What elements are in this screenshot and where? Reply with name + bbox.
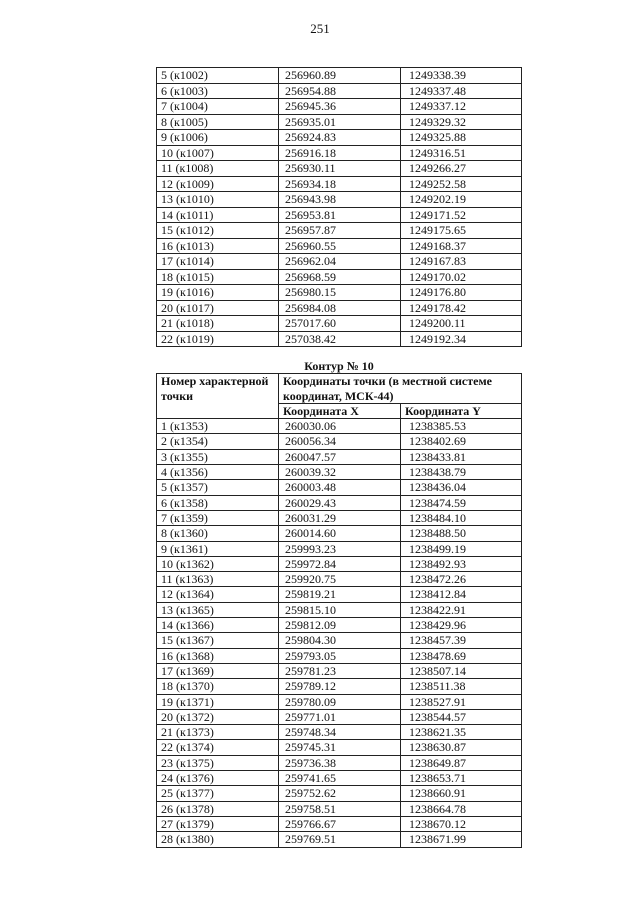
point-number-cell: 19 (к1371): [157, 694, 279, 709]
coordinate-x-cell: 256943.98: [279, 192, 401, 208]
coordinate-y-cell: 1238664.78: [401, 801, 522, 816]
point-number-cell: 15 (к1012): [157, 223, 279, 239]
coordinate-y-cell: 1238488.50: [401, 526, 522, 541]
coordinate-y-cell: 1249167.83: [401, 254, 522, 270]
point-number-cell: 8 (к1360): [157, 526, 279, 541]
table-row: [157, 480, 522, 495]
point-number-cell: 20 (к1017): [157, 300, 279, 316]
coordinate-x-cell: 259766.67: [279, 816, 401, 831]
point-number-cell: 10 (к1362): [157, 556, 279, 571]
coordinate-y-cell: 1238474.59: [401, 495, 522, 510]
point-number-cell: 5 (к1002): [157, 68, 279, 84]
coordinate-y-cell: 1238660.91: [401, 786, 522, 801]
coordinate-y-cell: 1249178.42: [401, 300, 522, 316]
coordinate-x-cell: 259769.51: [279, 832, 401, 847]
coordinate-x-cell: 256980.15: [279, 285, 401, 301]
point-number-cell: 3 (к1355): [157, 449, 279, 464]
coordinate-y-cell: 1238412.84: [401, 587, 522, 602]
table-row: [157, 316, 522, 332]
coordinate-y-cell: 1249325.88: [401, 130, 522, 146]
coordinate-x-cell: 259815.10: [279, 602, 401, 617]
header-row: [157, 374, 522, 404]
coordinate-y-cell: 1249176.80: [401, 285, 522, 301]
coordinate-x-cell: 259748.34: [279, 725, 401, 740]
point-number-cell: 24 (к1376): [157, 771, 279, 786]
coordinate-y-cell: 1238402.69: [401, 434, 522, 449]
table-row: [157, 300, 522, 316]
coordinate-x-cell: 256924.83: [279, 130, 401, 146]
coordinate-y-cell: 1238621.35: [401, 725, 522, 740]
point-number-cell: 4 (к1356): [157, 465, 279, 480]
coordinate-x-cell: 259745.31: [279, 740, 401, 755]
point-number-cell: 1 (к1353): [157, 419, 279, 434]
table-row: [157, 587, 522, 602]
coordinate-y-cell: 1238544.57: [401, 709, 522, 724]
coordinate-y-cell: 1238478.69: [401, 648, 522, 663]
coordinate-x-cell: 256935.01: [279, 114, 401, 130]
point-number-cell: 16 (к1013): [157, 238, 279, 254]
table-row: [157, 176, 522, 192]
coordinate-y-cell: 1249170.02: [401, 269, 522, 285]
coordinate-y-cell: 1238457.39: [401, 633, 522, 648]
table-row: [157, 465, 522, 480]
coordinate-y-cell: 1238671.99: [401, 832, 522, 847]
coordinate-x-cell: 259812.09: [279, 618, 401, 633]
coordinate-y-cell: 1249175.65: [401, 223, 522, 239]
table-row: [157, 68, 522, 84]
point-number-cell: 7 (к1004): [157, 99, 279, 115]
coordinate-x-cell: 256984.08: [279, 300, 401, 316]
point-number-cell: 17 (к1369): [157, 663, 279, 678]
coordinate-x-cell: 260031.29: [279, 510, 401, 525]
coordinate-y-cell: 1238422.91: [401, 602, 522, 617]
point-number-cell: 20 (к1372): [157, 709, 279, 724]
coordinate-y-cell: 1249337.48: [401, 83, 522, 99]
table-row: [157, 740, 522, 755]
coordinate-y-cell: 1249200.11: [401, 316, 522, 332]
table-row: [157, 816, 522, 831]
table-row: [157, 161, 522, 177]
coordinate-y-cell: 1238527.91: [401, 694, 522, 709]
coordinate-x-cell: 259741.65: [279, 771, 401, 786]
coordinate-y-cell: 1249316.51: [401, 145, 522, 161]
coordinate-y-cell: 1238499.19: [401, 541, 522, 556]
coordinate-x-cell: 256960.55: [279, 238, 401, 254]
table-row: [157, 786, 522, 801]
coordinate-x-cell: 259781.23: [279, 663, 401, 678]
coordinate-x-cell: 256960.89: [279, 68, 401, 84]
coordinate-x-cell: 256945.36: [279, 99, 401, 115]
coordinate-y-cell: 1249168.37: [401, 238, 522, 254]
coordinate-y-cell: 1238484.10: [401, 510, 522, 525]
coordinate-x-cell: 257038.42: [279, 331, 401, 347]
coordinate-x-cell: 256916.18: [279, 145, 401, 161]
point-number-cell: 28 (к1380): [157, 832, 279, 847]
table-row: [157, 648, 522, 663]
table-row: [157, 269, 522, 285]
point-number-cell: 7 (к1359): [157, 510, 279, 525]
table-row: [157, 709, 522, 724]
point-number-cell: 5 (к1357): [157, 480, 279, 495]
coordinates-table-continued: [156, 67, 522, 347]
coordinate-y-cell: 1238492.93: [401, 556, 522, 571]
coordinate-y-cell: 1249329.32: [401, 114, 522, 130]
point-number-cell: 21 (к1018): [157, 316, 279, 332]
table-row: [157, 238, 522, 254]
table-row: [157, 725, 522, 740]
point-number-cell: 13 (к1365): [157, 602, 279, 617]
coordinate-x-cell: 259993.23: [279, 541, 401, 556]
table-row: [157, 495, 522, 510]
coordinate-x-cell: 259789.12: [279, 679, 401, 694]
table-row: [157, 541, 522, 556]
point-number-cell: 14 (к1366): [157, 618, 279, 633]
point-number-cell: 11 (к1363): [157, 572, 279, 587]
coordinate-y-cell: 1238511.38: [401, 679, 522, 694]
point-number-cell: 18 (к1370): [157, 679, 279, 694]
point-number-cell: 22 (к1374): [157, 740, 279, 755]
coordinate-x-cell: 259752.62: [279, 786, 401, 801]
point-number-cell: 22 (к1019): [157, 331, 279, 347]
coordinate-x-cell: 260003.48: [279, 480, 401, 495]
coordinate-x-cell: 259771.01: [279, 709, 401, 724]
table-body: [157, 419, 522, 847]
point-number-cell: 6 (к1003): [157, 83, 279, 99]
coordinate-y-cell: 1249171.52: [401, 207, 522, 223]
table-row: [157, 618, 522, 633]
point-number-cell: 2 (к1354): [157, 434, 279, 449]
point-number-cell: 14 (к1011): [157, 207, 279, 223]
page-number: 251: [310, 21, 330, 36]
coordinate-x-cell: 256962.04: [279, 254, 401, 270]
table-row: [157, 602, 522, 617]
coordinate-x-cell: 260029.43: [279, 495, 401, 510]
table-row: [157, 285, 522, 301]
contour-title-row: [157, 359, 522, 374]
coordinate-x-cell: 260030.06: [279, 419, 401, 434]
table-row: [157, 526, 522, 541]
coordinate-x-cell: 259758.51: [279, 801, 401, 816]
coordinate-x-cell: 256930.11: [279, 161, 401, 177]
point-number-cell: 12 (к1364): [157, 587, 279, 602]
coordinate-y-cell: 1249252.58: [401, 176, 522, 192]
point-number-cell: 26 (к1378): [157, 801, 279, 816]
coordinate-y-cell: 1238649.87: [401, 755, 522, 770]
table-row: [157, 223, 522, 239]
coordinate-x-cell: 260056.34: [279, 434, 401, 449]
header-y: Координата Y: [401, 403, 522, 418]
point-number-cell: 23 (к1375): [157, 755, 279, 770]
coordinate-y-cell: 1238436.04: [401, 480, 522, 495]
table-row: [157, 771, 522, 786]
coordinate-x-cell: 259804.30: [279, 633, 401, 648]
contour-title: Контур № 10: [157, 359, 522, 374]
table-row: [157, 449, 522, 464]
point-number-cell: 16 (к1368): [157, 648, 279, 663]
point-number-cell: 11 (к1008): [157, 161, 279, 177]
table-row: [157, 331, 522, 347]
coordinate-y-cell: 1238433.81: [401, 449, 522, 464]
table-row: [157, 207, 522, 223]
coordinate-y-cell: 1238653.71: [401, 771, 522, 786]
table-row: [157, 130, 522, 146]
coordinate-x-cell: 256934.18: [279, 176, 401, 192]
table-row: [157, 114, 522, 130]
coordinate-x-cell: 259780.09: [279, 694, 401, 709]
coordinate-x-cell: 260047.57: [279, 449, 401, 464]
table-row: [157, 254, 522, 270]
coordinate-y-cell: 1249337.12: [401, 99, 522, 115]
table-row: [157, 679, 522, 694]
table-row: [157, 663, 522, 678]
point-number-cell: 27 (к1379): [157, 816, 279, 831]
point-number-cell: 15 (к1367): [157, 633, 279, 648]
coordinate-x-cell: 259793.05: [279, 648, 401, 663]
table-row: [157, 572, 522, 587]
coordinate-x-cell: 259920.75: [279, 572, 401, 587]
point-number-cell: 25 (к1377): [157, 786, 279, 801]
coordinate-y-cell: 1238507.14: [401, 663, 522, 678]
contour-10-table: [156, 359, 522, 848]
coordinate-x-cell: 256968.59: [279, 269, 401, 285]
coordinate-y-cell: 1238630.87: [401, 740, 522, 755]
coordinate-x-cell: 256954.88: [279, 83, 401, 99]
coordinate-x-cell: 257017.60: [279, 316, 401, 332]
coordinate-y-cell: 1238438.79: [401, 465, 522, 480]
point-number-cell: 8 (к1005): [157, 114, 279, 130]
coordinate-x-cell: 260014.60: [279, 526, 401, 541]
coordinate-y-cell: 1238429.96: [401, 618, 522, 633]
coordinate-x-cell: 256957.87: [279, 223, 401, 239]
header-x: Координата X: [279, 403, 401, 418]
point-number-cell: 10 (к1007): [157, 145, 279, 161]
table-row: [157, 192, 522, 208]
header-point-number: Номер характерной точки: [157, 374, 279, 419]
point-number-cell: 13 (к1010): [157, 192, 279, 208]
table-row: [157, 419, 522, 434]
table-row: [157, 801, 522, 816]
coordinate-y-cell: 1249338.39: [401, 68, 522, 84]
table-body: [157, 68, 522, 347]
coordinate-x-cell: 260039.32: [279, 465, 401, 480]
coordinate-x-cell: 259972.84: [279, 556, 401, 571]
point-number-cell: 21 (к1373): [157, 725, 279, 740]
coordinate-y-cell: 1249266.27: [401, 161, 522, 177]
coordinate-y-cell: 1238385.53: [401, 419, 522, 434]
coordinate-y-cell: 1238472.26: [401, 572, 522, 587]
table-row: [157, 755, 522, 770]
coordinate-x-cell: 259736.38: [279, 755, 401, 770]
point-number-cell: 18 (к1015): [157, 269, 279, 285]
coordinate-y-cell: 1249192.34: [401, 331, 522, 347]
table-row: [157, 633, 522, 648]
coordinate-x-cell: 256953.81: [279, 207, 401, 223]
table-row: [157, 556, 522, 571]
table-row: [157, 434, 522, 449]
coordinate-y-cell: 1238670.12: [401, 816, 522, 831]
table-row: [157, 99, 522, 115]
coordinate-y-cell: 1249202.19: [401, 192, 522, 208]
point-number-cell: 9 (к1361): [157, 541, 279, 556]
coordinate-x-cell: 259819.21: [279, 587, 401, 602]
point-number-cell: 6 (к1358): [157, 495, 279, 510]
table-row: [157, 145, 522, 161]
point-number-cell: 12 (к1009): [157, 176, 279, 192]
table-row: [157, 510, 522, 525]
table-row: [157, 83, 522, 99]
table-row: [157, 694, 522, 709]
point-number-cell: 17 (к1014): [157, 254, 279, 270]
point-number-cell: 9 (к1006): [157, 130, 279, 146]
point-number-cell: 19 (к1016): [157, 285, 279, 301]
table-row: [157, 832, 522, 847]
header-coordinates: Координаты точки (в местной системе координат, МСК-44): [279, 374, 522, 404]
